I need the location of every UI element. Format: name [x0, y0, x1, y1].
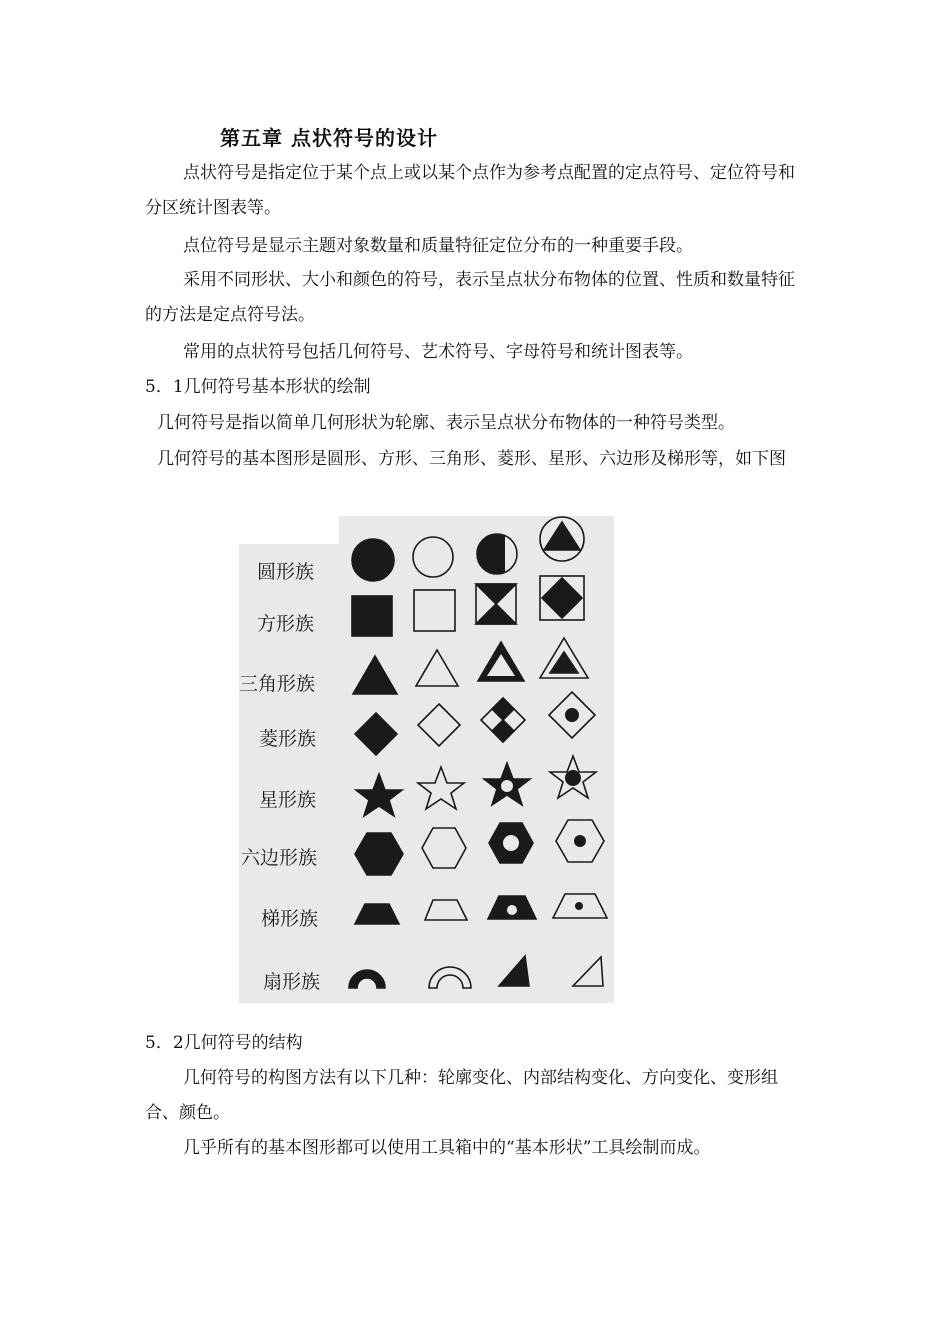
- label-diamond-family: 菱形族: [259, 728, 317, 750]
- section-heading-5-2: 5．2几何符号的结构: [145, 1033, 303, 1053]
- label-trapezoid-family: 梯形族: [261, 908, 319, 930]
- paragraph-point-symbol-role: 点位符号是显示主题对象数量和质量特征定位分布的一种重要手段。: [183, 236, 693, 256]
- paragraph-point-symbol-definition: 点状符号是指定位于某个点上或以某个点作为参考点配置的定点符号、定位符号和分区统计图表等。: [145, 163, 795, 218]
- label-hexagon-family: 六边形族: [241, 847, 318, 869]
- filled-square-icon: [352, 596, 392, 636]
- label-square-family: 方形族: [257, 613, 315, 635]
- label-sector-family: 扇形族: [263, 971, 321, 993]
- paragraph-common-symbols: 常用的点状符号包括几何符号、艺术符号、字母符号和统计图表等。: [183, 342, 693, 362]
- paragraph-fixed-point-method: 采用不同形状、大小和颜色的符号，表示呈点状分布物体的位置、性质和数量特征的方法是定点符号法。: [145, 270, 795, 325]
- geometric-symbols-figure: [239, 516, 614, 1003]
- paragraph-geometric-symbol-definition: 几何符号是指以简单几何形状为轮廓、表示呈点状分布物体的一种符号类型。: [157, 413, 735, 433]
- geometric-symbols-image: [239, 516, 614, 1003]
- paragraph-basic-shapes: 几何符号的基本图形是圆形、方形、三角形、菱形、星形、六边形及梯形等，如下图: [157, 449, 786, 469]
- paragraph-basic-shapes-tool: 几乎所有的基本图形都可以使用工具箱中的“基本形状”工具绘制而成。: [183, 1138, 711, 1158]
- filled-circle-icon: [352, 539, 394, 581]
- chapter-title: 第五章 点状符号的设计: [220, 126, 438, 150]
- section-heading-5-1: 5．1几何符号基本形状的绘制: [145, 377, 371, 397]
- paragraph-composition-methods: 几何符号的构图方法有以下几种：轮廓变化、内部结构变化、方向变化、变形组合、颜色。: [145, 1068, 778, 1123]
- label-triangle-family: 三角形族: [239, 673, 316, 695]
- label-star-family: 星形族: [259, 789, 317, 811]
- label-circle-family: 圆形族: [257, 561, 315, 583]
